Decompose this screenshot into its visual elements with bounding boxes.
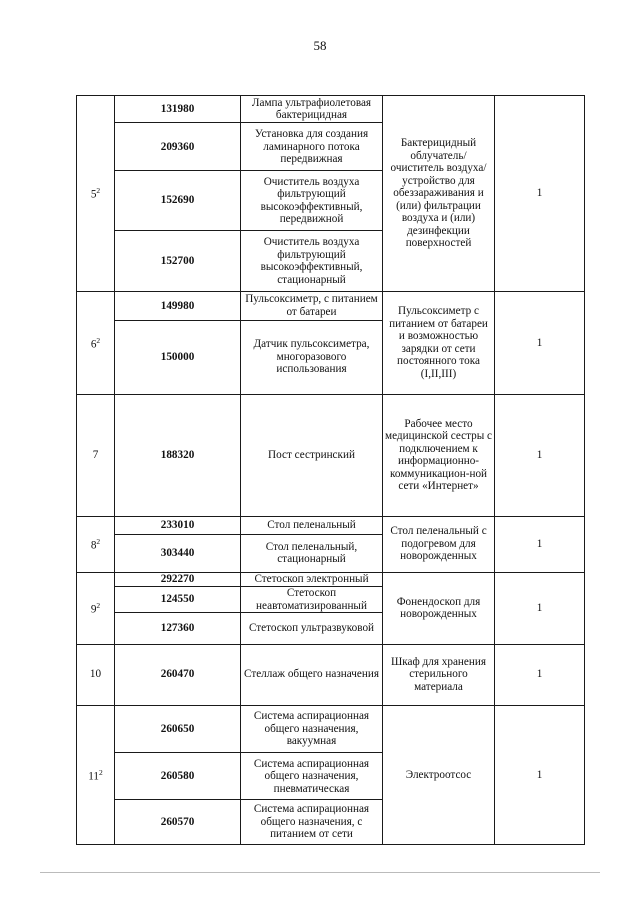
item-code: 188320 bbox=[115, 394, 241, 516]
table-row bbox=[77, 394, 585, 516]
footnote-mark: 2 bbox=[99, 767, 103, 777]
table-row bbox=[77, 516, 585, 534]
required-quantity: 1 bbox=[495, 644, 585, 705]
position-description: Шкаф для хранения стерильного материала bbox=[383, 644, 495, 705]
item-code: 233010 bbox=[115, 516, 241, 534]
row-number: $5^2$ bbox=[77, 96, 115, 292]
item-name: Датчик пульсоксиметра, многоразового использования bbox=[241, 320, 383, 394]
bottom-scan-line bbox=[40, 872, 600, 873]
table-row bbox=[77, 292, 585, 320]
equipment-table bbox=[76, 95, 585, 845]
item-name: Лампа ультрафиолетовая бактерицидная bbox=[241, 96, 383, 123]
item-name: Пульсоксиметр, с питанием от батареи bbox=[241, 292, 383, 320]
item-code: 260470 bbox=[115, 644, 241, 705]
required-quantity: 1 bbox=[495, 96, 585, 292]
item-name: Очиститель воздуха фильтрующий высокоэффективный, передвижной bbox=[241, 171, 383, 231]
row-number: $6^2$ bbox=[77, 292, 115, 395]
item-name: Стетоскоп электронный bbox=[241, 572, 383, 586]
item-code: 292270 bbox=[115, 572, 241, 586]
table-row bbox=[77, 572, 585, 586]
row-number: $11^2$ bbox=[77, 705, 115, 844]
item-code: 149980 bbox=[115, 292, 241, 320]
item-name: Установка для создания ламинарного потока передвижная bbox=[241, 123, 383, 171]
required-quantity: 1 bbox=[495, 572, 585, 644]
row-number: 7 bbox=[77, 394, 115, 516]
item-code: 209360 bbox=[115, 123, 241, 171]
page-number: 58 bbox=[313, 38, 327, 53]
item-code: 303440 bbox=[115, 534, 241, 572]
item-name: Стеллаж общего назначения bbox=[241, 644, 383, 705]
item-code: 152690 bbox=[115, 171, 241, 231]
required-quantity: 1 bbox=[495, 292, 585, 395]
footnote-mark: 2 bbox=[96, 601, 101, 611]
item-name: Система аспирационная общего назначения, пневматическая bbox=[241, 753, 383, 800]
item-name: Очиститель воздуха фильтрующий высокоэффективный, стационарный bbox=[241, 231, 383, 292]
item-name: Система аспирационная общего назначения, вакуумная bbox=[241, 705, 383, 753]
item-code: 260580 bbox=[115, 753, 241, 800]
table-row bbox=[77, 705, 585, 753]
item-code: 260650 bbox=[115, 705, 241, 753]
table-row bbox=[77, 644, 585, 705]
position-description: Электроотсос bbox=[383, 705, 495, 844]
item-code: 131980 bbox=[115, 96, 241, 123]
row-number: $9^2$ bbox=[77, 572, 115, 644]
footnote-mark: 2 bbox=[96, 335, 101, 345]
item-code: 260570 bbox=[115, 800, 241, 845]
row-number: 10 bbox=[77, 644, 115, 705]
required-quantity: 1 bbox=[495, 705, 585, 844]
row-number: $8^2$ bbox=[77, 516, 115, 572]
item-code: 152700 bbox=[115, 231, 241, 292]
footnote-mark: 2 bbox=[96, 186, 101, 196]
item-name: Стол пеленальный bbox=[241, 516, 383, 534]
item-name: Стол пеленальный, стационарный bbox=[241, 534, 383, 572]
item-name: Стетоскоп неавтоматизированный bbox=[241, 586, 383, 612]
item-name: Стетоскоп ультразвуковой bbox=[241, 613, 383, 645]
item-code: 150000 bbox=[115, 320, 241, 394]
footnote-mark: 2 bbox=[96, 537, 101, 547]
item-name: Пост сестринский bbox=[241, 394, 383, 516]
item-name: Система аспирационная общего назначения, с питанием от сети bbox=[241, 800, 383, 845]
item-code: 124550 bbox=[115, 586, 241, 612]
required-quantity: 1 bbox=[495, 516, 585, 572]
required-quantity: 1 bbox=[495, 394, 585, 516]
position-description: Рабочее место медицинской сестры с подключением к информационно-коммуникацион-ной сети «Интернет» bbox=[383, 394, 495, 516]
table-row bbox=[77, 96, 585, 123]
position-description: Фонендоскоп для новорожденных bbox=[383, 572, 495, 644]
item-code: 127360 bbox=[115, 613, 241, 645]
position-description: Пульсоксиметр с питанием от батареи и возможностью зарядки от сети постоянного тока (I,II,III) bbox=[383, 292, 495, 395]
position-description: Бактерицидный облучатель/ очиститель воздуха/ устройство для обеззараживания и (или) фильтрации воздуха и (или) дезинфекции поверхностей bbox=[383, 96, 495, 292]
position-description: Стол пеленальный с подогревом для новорожденных bbox=[383, 516, 495, 572]
